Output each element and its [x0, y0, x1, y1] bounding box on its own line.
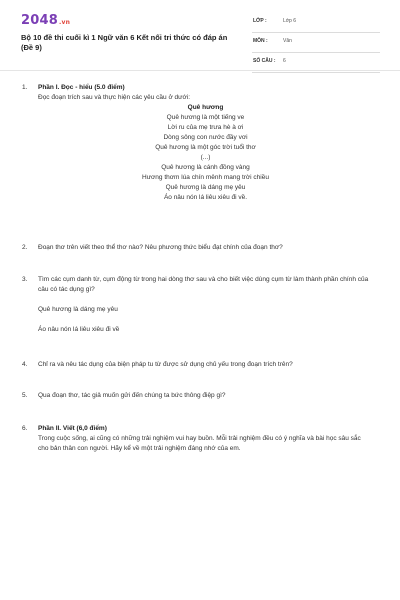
question-text: Trong cuộc sống, ai cũng có những trải nghiệm vui hay buồn. Mỗi trải nghiệm đều có ý nghĩa và bài học sâu sắc cho bản thân con người. Hãy kể về một trải nghiệm đáng nhớ của em.	[38, 435, 361, 452]
question-text: Qua đoạn thơ, tác giả muốn gửi đến chúng ta bức thông điệp gì?	[38, 392, 226, 399]
meta-row-question-count	[252, 55, 380, 73]
logo-tld: .vn	[58, 19, 71, 26]
question-body	[38, 83, 373, 203]
question-number: 1.	[22, 84, 28, 91]
meta-label: MÔN :	[253, 38, 268, 44]
poem-line: Áo nâu nón lá liêu xiêu đi về.	[163, 194, 248, 201]
section-heading: Phần II. Viết (6,0 điểm)	[38, 425, 107, 432]
question-number: 4.	[22, 361, 28, 368]
site-logo[interactable]	[21, 13, 70, 28]
poem-line: Lời ru của mẹ trưa hè à ơi	[167, 124, 244, 131]
meta-row-class	[252, 15, 380, 33]
section-heading: Phần I. Đọc - hiểu (5.0 điểm)	[38, 84, 125, 91]
meta-label: SỐ CÂU :	[253, 58, 276, 64]
poem-line: Quê hương là một tiếng ve	[166, 114, 245, 121]
question-text: Chỉ ra và nêu tác dụng của biện pháp tu từ được sử dụng chủ yếu trong đoạn trích trên?	[38, 361, 293, 368]
meta-row-subject	[252, 35, 380, 53]
meta-panel	[252, 15, 380, 75]
poem	[38, 103, 373, 203]
quoted-line: Quê hương là dáng mẹ yêu	[38, 306, 118, 313]
meta-label: LỚP :	[253, 18, 267, 24]
quoted-line: Áo nâu nón lá liêu xiêu đi về	[38, 326, 120, 333]
question-intro: Đọc đoạn trích sau và thực hiện các yêu cầu ở dưới:	[38, 94, 190, 101]
poem-line: Quê hương là một góc trời tuổi thơ	[155, 144, 256, 151]
document-title: Bộ 10 đề thi cuối kì 1 Ngữ văn 6 Kết nối tri thức có đáp án (Đề 9)	[21, 33, 228, 52]
question-number: 3.	[22, 276, 28, 283]
question-text: Tìm các cụm danh từ, cụm động từ trong hai dòng thơ sau và cho biết việc dùng cụm từ làm thành phần chính của câu có tác dụng gì?	[38, 276, 369, 293]
poem-title: Quê hương	[187, 104, 224, 111]
question-number: 2.	[22, 244, 28, 251]
question-number: 5.	[22, 392, 28, 399]
question-body	[38, 275, 373, 335]
poem-line: Quê hương là cánh đồng vàng	[161, 164, 250, 171]
meta-value: 6	[283, 58, 286, 64]
poem-line: Dòng sông con nước đầy vơi	[163, 134, 248, 141]
poem-line: Hương thơm lúa chín mênh mang trời chiều	[142, 174, 269, 181]
meta-value: Lớp 6	[283, 18, 297, 24]
page-header	[0, 0, 400, 71]
poem-line: Quê hương là dáng mẹ yêu	[165, 184, 246, 191]
question-text: Đoạn thơ trên viết theo thể thơ nào? Nêu phương thức biểu đạt chính của đoạn thơ?	[38, 244, 283, 251]
question-body	[38, 424, 373, 454]
poem-line: (...)	[200, 154, 211, 161]
meta-value: Văn	[283, 38, 292, 44]
question-number: 6.	[22, 425, 28, 432]
logo-text: 2048	[21, 13, 58, 28]
